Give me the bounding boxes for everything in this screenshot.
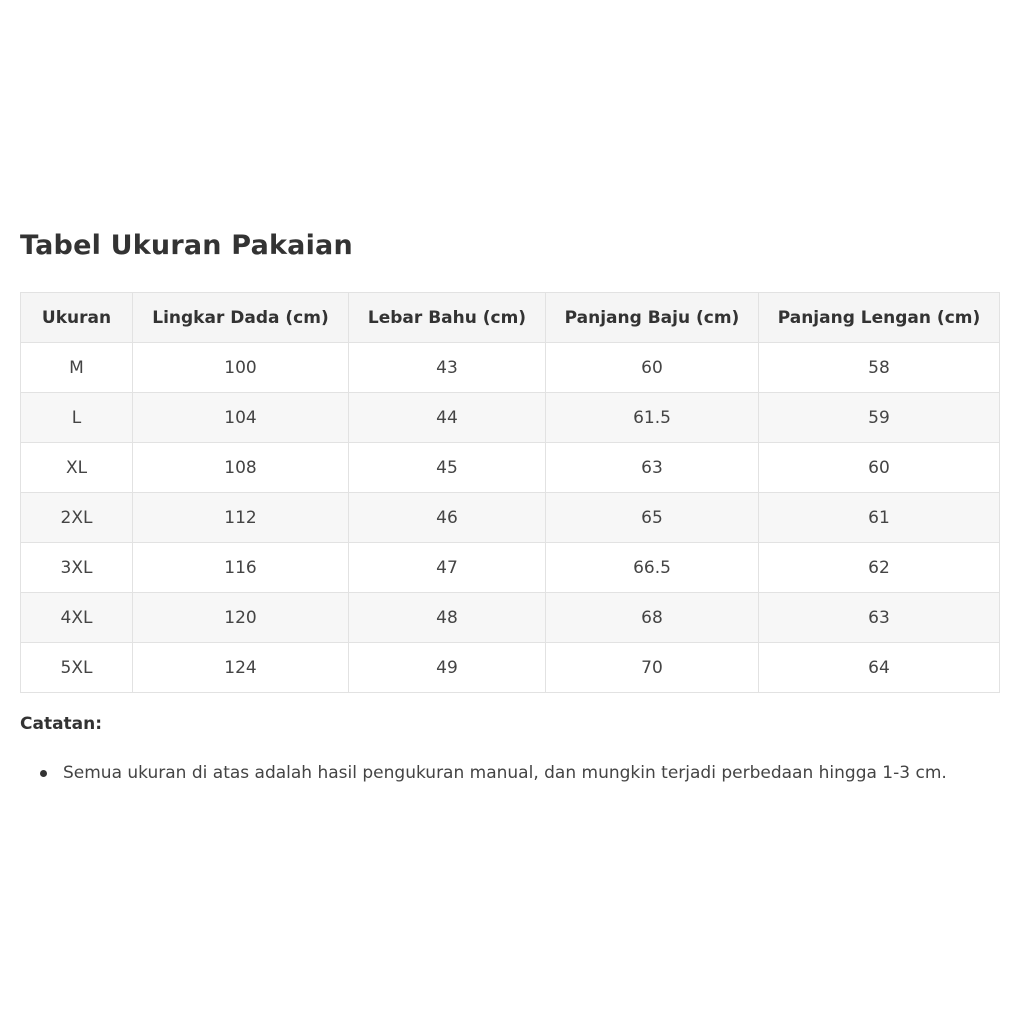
table-cell: 60 [546, 343, 759, 393]
table-cell: 46 [349, 493, 546, 543]
table-cell: 61 [759, 493, 1000, 543]
table-cell: 68 [546, 593, 759, 643]
table-cell: 2XL [21, 493, 133, 543]
table-row [21, 593, 1000, 643]
table-header-row [21, 293, 1000, 343]
table-row [21, 543, 1000, 593]
table-cell: 48 [349, 593, 546, 643]
table-cell: 3XL [21, 543, 133, 593]
table-row [21, 493, 1000, 543]
table-cell: M [21, 343, 133, 393]
table-cell: 59 [759, 393, 1000, 443]
table-cell: 63 [546, 443, 759, 493]
table-cell: 104 [133, 393, 349, 443]
table-cell: 64 [759, 643, 1000, 693]
table-row [21, 643, 1000, 693]
table-cell: 60 [759, 443, 1000, 493]
table-cell: 108 [133, 443, 349, 493]
table-row [21, 393, 1000, 443]
size-table [20, 292, 1000, 693]
table-cell: XL [21, 443, 133, 493]
table-cell: 62 [759, 543, 1000, 593]
table-cell: 100 [133, 343, 349, 393]
table-row [21, 343, 1000, 393]
table-row [21, 443, 1000, 493]
header-cell-chest: Lingkar Dada (cm) [133, 293, 349, 343]
table-cell: 116 [133, 543, 349, 593]
page-title: Tabel Ukuran Pakaian [20, 230, 353, 261]
table-cell: 47 [349, 543, 546, 593]
table-cell: 63 [759, 593, 1000, 643]
table-cell: 65 [546, 493, 759, 543]
table-cell: 58 [759, 343, 1000, 393]
table-cell: 44 [349, 393, 546, 443]
table-cell: 4XL [21, 593, 133, 643]
table-cell: 45 [349, 443, 546, 493]
table-cell: 61.5 [546, 393, 759, 443]
table-cell: 112 [133, 493, 349, 543]
list-item [20, 760, 1000, 786]
table-cell: 49 [349, 643, 546, 693]
note-text: Semua ukuran di atas adalah hasil pengukuran manual, dan mungkin terjadi perbedaan hingga 1-3 cm. [63, 763, 947, 783]
header-cell-length: Panjang Baju (cm) [546, 293, 759, 343]
header-cell-shoulder: Lebar Bahu (cm) [349, 293, 546, 343]
table-cell: 124 [133, 643, 349, 693]
notes-heading: Catatan: [20, 714, 103, 734]
header-cell-sleeve: Panjang Lengan (cm) [759, 293, 1000, 343]
table-cell: L [21, 393, 133, 443]
bullet-icon [40, 770, 47, 777]
table-cell: 70 [546, 643, 759, 693]
header-cell-size: Ukuran [21, 293, 133, 343]
table-cell: 5XL [21, 643, 133, 693]
table-cell: 66.5 [546, 543, 759, 593]
table-cell: 43 [349, 343, 546, 393]
table-cell: 120 [133, 593, 349, 643]
notes-list [20, 760, 1000, 786]
